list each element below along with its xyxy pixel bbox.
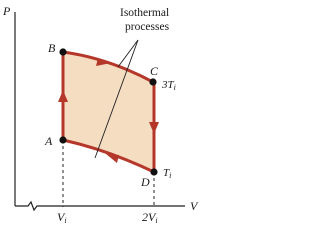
- point-a: [59, 136, 66, 143]
- label-d: D: [141, 175, 150, 189]
- x-axis-label: V: [190, 199, 198, 213]
- x-axis: [15, 202, 185, 210]
- annotation-line-1: Isothermal: [120, 7, 170, 19]
- arrow-left-icon: [106, 154, 119, 163]
- x-tick-vi: Vi: [57, 210, 67, 225]
- annotation-pointer-to-bc: [118, 40, 138, 67]
- point-d: [150, 168, 157, 175]
- label-b: B: [48, 41, 56, 55]
- point-c: [149, 78, 156, 85]
- y-axis-label: P: [3, 4, 11, 18]
- label-c: C: [150, 64, 159, 78]
- temp-label-ti: Ti: [163, 167, 172, 180]
- x-tick-2vi: 2Vi: [142, 210, 158, 225]
- label-a: A: [45, 134, 53, 148]
- annotation-line-2: processes: [125, 21, 170, 33]
- temp-label-3ti: 3Ti: [162, 79, 176, 92]
- point-b: [59, 48, 66, 55]
